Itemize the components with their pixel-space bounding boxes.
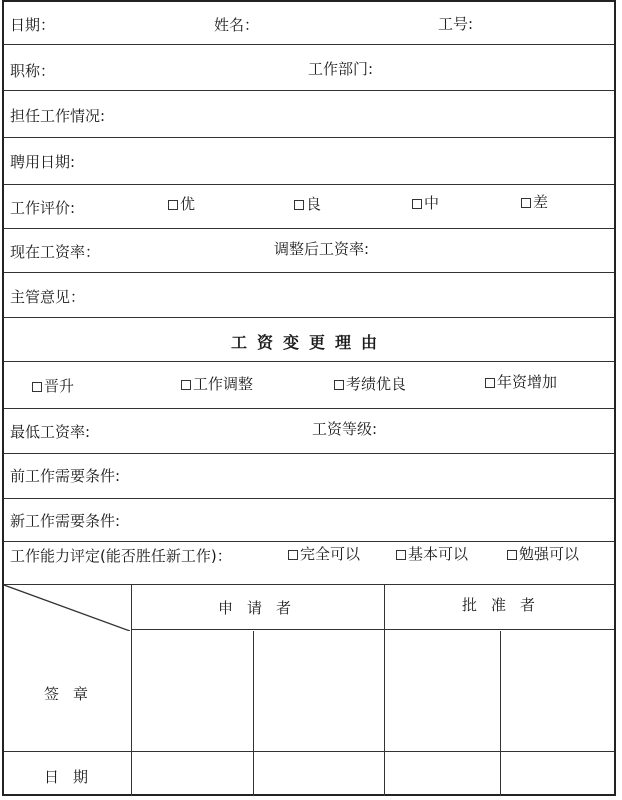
approver-signature-cell-1[interactable] — [386, 631, 499, 751]
date-label: 日期： — [10, 16, 56, 34]
row-change-reasons — [4, 362, 614, 409]
min-rate-label: 最低工资率: — [10, 423, 91, 441]
checkbox-icon[interactable] — [485, 378, 495, 388]
checkbox-icon[interactable] — [396, 550, 406, 560]
approver-signature-cell-2[interactable] — [502, 631, 612, 751]
checkbox-icon[interactable] — [181, 380, 191, 390]
section-title: 工资变更理由 — [230, 333, 387, 352]
row-supervisor-opinion — [4, 273, 614, 318]
checkbox-icon[interactable] — [32, 382, 42, 392]
hire-date-label: 聘用日期: — [10, 153, 76, 171]
row-wage-rate — [4, 229, 614, 273]
duty-label: 担任工作情况: — [10, 107, 106, 125]
reason-good-performance[interactable]: 考绩优良 — [334, 375, 406, 393]
row-hire-date — [4, 138, 614, 185]
supervisor-opinion-label: 主管意见： — [10, 288, 86, 306]
row-previous-requirements — [4, 454, 614, 499]
current-rate-label: 现在工资率： — [10, 243, 101, 261]
job-title-label: 职称： — [10, 62, 56, 80]
checkbox-icon[interactable] — [288, 550, 298, 560]
table-divider — [131, 629, 614, 630]
table-divider — [253, 631, 254, 796]
row-new-requirements — [4, 499, 614, 542]
reason-promotion[interactable]: 晋升 — [32, 377, 74, 395]
header-diagonal-line — [4, 585, 130, 631]
reason-job-adjustment[interactable]: 工作调整 — [181, 375, 253, 393]
wage-grade-label: 工资等级: — [312, 420, 378, 438]
applicant-signature-cell-1[interactable] — [132, 631, 252, 751]
table-divider — [500, 631, 501, 796]
evaluation-label: 工作评价: — [10, 199, 76, 217]
row-basic-info — [4, 2, 614, 45]
applicant-header: 申请者 — [218, 599, 306, 617]
checkbox-icon[interactable] — [521, 198, 531, 208]
checkbox-icon[interactable] — [168, 200, 178, 210]
salary-change-form — [2, 0, 616, 796]
eval-option-good[interactable]: 良 — [294, 195, 321, 213]
adjusted-rate-label: 调整后工资率: — [274, 240, 370, 258]
checkbox-icon[interactable] — [412, 199, 422, 209]
signature-table — [4, 585, 614, 796]
eval-option-poor[interactable]: 差 — [521, 193, 548, 211]
reason-seniority[interactable]: 年资增加 — [485, 373, 557, 391]
ability-option-fully[interactable]: 完全可以 — [288, 545, 360, 563]
approver-header: 批准者 — [462, 596, 550, 614]
row-min-rate-grade — [4, 409, 614, 454]
checkbox-icon[interactable] — [294, 200, 304, 210]
row-ability-assessment — [4, 542, 614, 585]
row-duty — [4, 91, 614, 138]
ability-option-barely[interactable]: 勉强可以 — [507, 545, 579, 563]
table-divider — [4, 751, 614, 752]
row-evaluation — [4, 185, 614, 229]
new-requirements-label: 新工作需要条件: — [10, 512, 121, 530]
ability-assessment-label: 工作能力评定(能否胜任新工作)： — [10, 547, 232, 565]
name-label: 姓名： — [214, 16, 260, 34]
employee-id-label: 工号: — [438, 15, 474, 33]
applicant-signature-cell-2[interactable] — [255, 631, 383, 751]
date-row-label: 日期 — [44, 768, 103, 786]
ability-option-basically[interactable]: 基本可以 — [396, 545, 468, 563]
table-divider — [384, 585, 385, 796]
department-label: 工作部门: — [308, 60, 374, 78]
signature-label: 签章 — [44, 685, 103, 703]
eval-option-excellent[interactable]: 优 — [168, 195, 195, 213]
row-section-title — [4, 318, 614, 362]
checkbox-icon[interactable] — [507, 550, 517, 560]
previous-requirements-label: 前工作需要条件: — [10, 467, 121, 485]
checkbox-icon[interactable] — [334, 380, 344, 390]
eval-option-average[interactable]: 中 — [412, 194, 439, 212]
row-title-dept — [4, 45, 614, 91]
